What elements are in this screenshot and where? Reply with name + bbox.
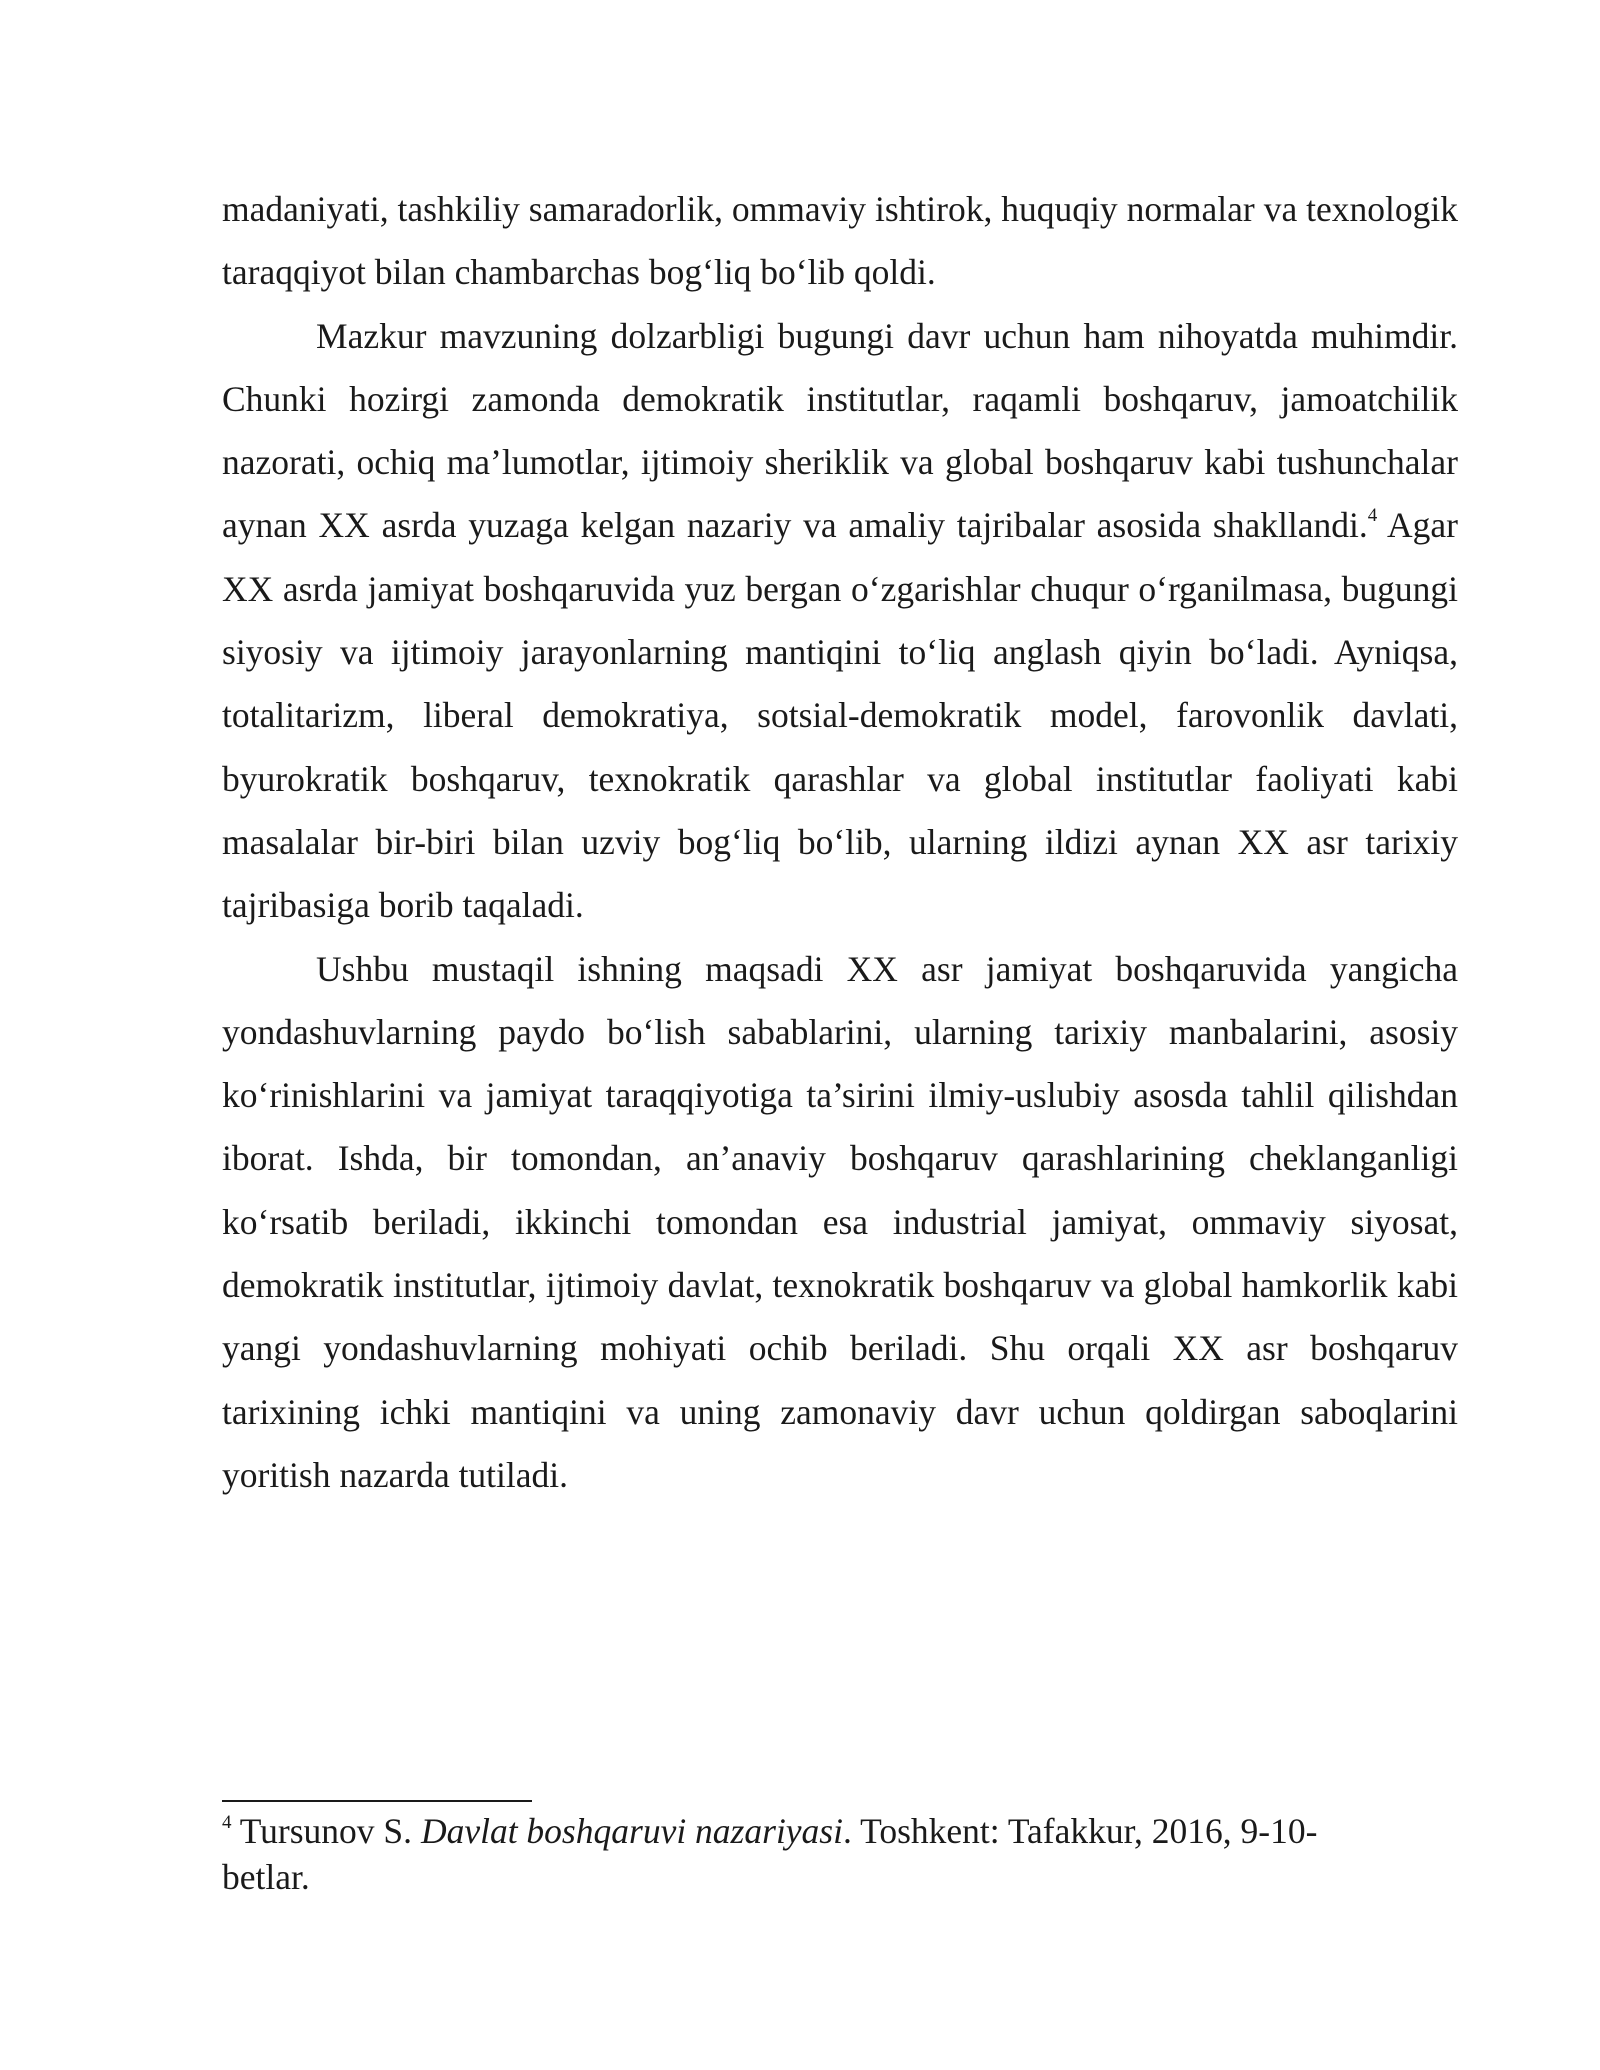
footnote [222, 1808, 1382, 1900]
footnote-number: 4 [222, 1812, 232, 1834]
paragraph-1: madaniyati, tashkiliy samaradorlik, ommaviy ishtirok, huquqiy normalar va texnologik taraqqiyot bilan chambarchas bog‘liq bo‘lib qoldi. [222, 189, 1458, 293]
footnote-separator [222, 1800, 532, 1802]
footnote-publication: . Toshkent: Tafakkur, 2016, 9-10-betlar. [222, 1811, 1318, 1897]
footnote-author: Tursunov S. [231, 1811, 421, 1851]
main-text [222, 178, 1458, 1507]
paragraph-3: Ushbu mustaqil ishning maqsadi XX asr jamiyat boshqaruvida yangicha yondashuvlarning paydo bo‘lish sabablarini, ularning tarixiy manbalarini, asosiy ko‘rinishlarini va jamiyat taraqqiyotiga ta’sirini ilmiy-uslubiy asosda tahlil qilishdan iborat. Ishda, bir tomondan, an’anaviy boshqaruv qarashlarining cheklanganligi ko‘rsatib beriladi, ikkinchi tomondan esa industrial jamiyat, ommaviy siyosat, demokratik institutlar, ijtimoiy davlat, texnokratik boshqaruv va global hamkorlik kabi yangi yondashuvlarning mohiyati ochib beriladi. Shu orqali XX asr boshqaruv tarixining ichki mantiqini va uning zamonaviy davr uchun qoldirgan saboqlarini yoritish nazarda tutiladi. [222, 948, 1458, 1495]
paragraph-2-text-b: Agar XX asrda jamiyat boshqaruvida yuz bergan o‘zgarishlar chuqur o‘rganilmasa, bugungi siyosiy va ijtimoiy jarayonlarning mantiqini to‘liq anglash qiyin bo‘ladi. Ayniqsa, totalitarizm, liberal demokratiya, sotsial-demokratik model, farovonlik davlati, byurokratik boshqaruv, texnokratik qarashlar va global institutlar faoliyati kabi masalalar bir-biri bilan uzviy bog‘liq bo‘lib, ularning ildizi aynan XX asr tarixiy tajribasiga borib taqaladi. [222, 505, 1458, 926]
footnote-reference-mark[interactable]: 4 [1367, 504, 1378, 526]
footnote-title: Davlat boshqaruvi nazariyasi [420, 1811, 843, 1851]
paragraph-2 [222, 305, 1458, 938]
paragraph-2-text-a: Mazkur mavzuning dolzarbligi bugungi davr uchun ham nihoyatda muhimdir. Chunki hozirgi zamonda demokratik institutlar, raqamli boshqaruv, jamoatchilik nazorati, ochiq ma’lumotlar, ijtimoiy sheriklik va global boshqaruv kabi tushunchalar aynan XX asrda yuzaga kelgan nazariy va amaliy tajribalar asosida shakllandi. [222, 315, 1458, 546]
